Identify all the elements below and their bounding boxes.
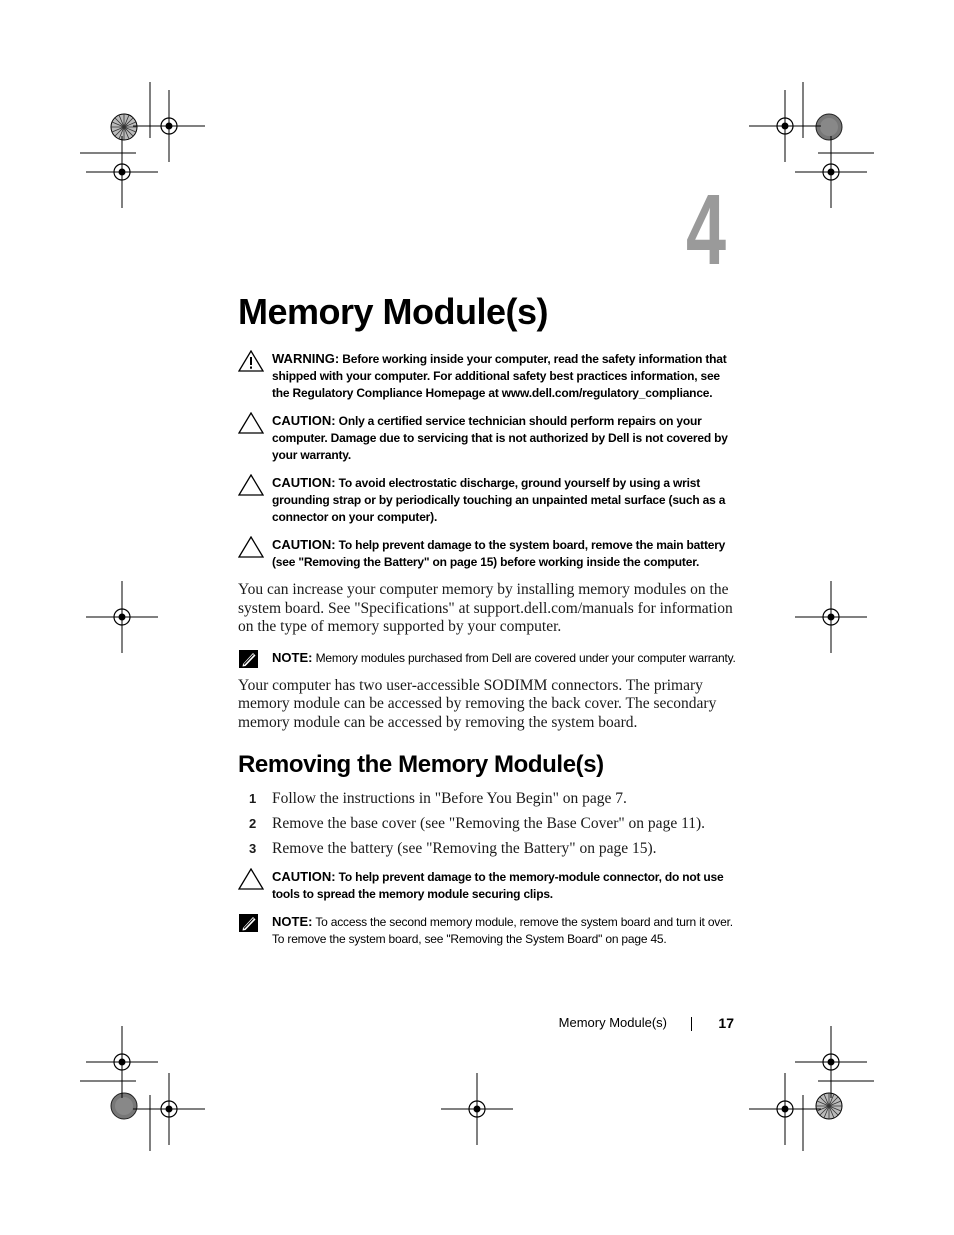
notice-text: To avoid electrostatic discharge, ground yourself by using a wrist grounding strap or by periodically touching an unpainted metal surface (such as a connector on your computer). xyxy=(272,476,726,524)
caution-triangle-icon xyxy=(238,412,264,438)
page-footer xyxy=(520,1015,736,1035)
chapter-number: 4 xyxy=(686,174,727,286)
intro-paragraph: You can increase your computer memory by installing memory modules on the system board. See "Specifications" at support.dell.com/manuals for information on the type of memory supported by your computer. xyxy=(238,581,733,635)
page-content xyxy=(238,290,738,958)
footer-title: Memory Module(s) xyxy=(558,1015,667,1030)
caution-triangle-icon xyxy=(238,536,264,562)
notice-text: To help prevent damage to the system board, remove the main battery (see "Removing the Battery" on page 15) before working inside the computer. xyxy=(272,538,726,569)
note-pencil-icon xyxy=(238,649,260,673)
steps-list xyxy=(238,790,738,858)
notice-label: CAUTION: xyxy=(272,475,336,490)
list-item: 1 Follow the instructions in "Before You Begin" on page 7. xyxy=(249,790,627,807)
crop-lines-top xyxy=(80,82,874,153)
note-notice xyxy=(238,649,738,667)
notice-text: To access the second memory module, remove the system board and turn it over. To remove the system board, see "Removing the System Board" on page 45. xyxy=(272,915,733,946)
notice-text: Before working inside your computer, read the safety information that shipped with your computer. For additional safety best practices information, see the Regulatory Compliance Homepage at www.dell.com/regulatory_compliance. xyxy=(272,352,727,400)
caution-triangle-icon xyxy=(238,868,264,894)
notice-label: CAUTION: xyxy=(272,537,336,552)
notice-label: NOTE: xyxy=(272,649,313,665)
notice-label: CAUTION: xyxy=(272,869,336,884)
note-notice xyxy=(238,913,738,948)
caution-notice xyxy=(238,412,738,464)
note-pencil-icon xyxy=(238,913,260,937)
warning-triangle-icon xyxy=(238,350,264,376)
notice-text: Memory modules purchased from Dell are covered under your computer warranty. xyxy=(312,650,736,665)
notice-text: To help prevent damage to the memory-module connector, do not use tools to spread the memory module securing clips. xyxy=(272,870,724,901)
list-item: 3 Remove the battery (see "Removing the Battery" on page 15). xyxy=(249,840,657,857)
caution-notice xyxy=(238,474,738,526)
caution-notice xyxy=(238,868,738,903)
section-title: Removing the Memory Module(s) xyxy=(238,751,604,778)
chapter-title: Memory Module(s) xyxy=(238,291,549,332)
notice-label: NOTE: xyxy=(272,914,313,929)
warning-notice xyxy=(238,350,738,402)
notice-label: WARNING: xyxy=(272,351,340,366)
list-item: 2 Remove the base cover (see "Removing the Base Cover" on page 11). xyxy=(249,815,706,832)
connectors-paragraph: Your computer has two user-accessible SODIMM connectors. The primary memory module can be accessed by removing the back cover. The secondary memory module can be accessed by removing the system board. xyxy=(238,676,717,731)
caution-triangle-icon xyxy=(238,474,264,500)
footer-divider xyxy=(691,1017,692,1031)
notice-text: Only a certified service technician should perform repairs on your computer. Damage due to servicing that is not authorized by Dell is not covered by your warranty. xyxy=(272,414,728,462)
page-number: 17 xyxy=(718,1015,734,1031)
notice-label: CAUTION: xyxy=(272,413,336,428)
caution-notice xyxy=(238,536,738,571)
support-url: support.dell.com/manuals xyxy=(473,599,634,617)
